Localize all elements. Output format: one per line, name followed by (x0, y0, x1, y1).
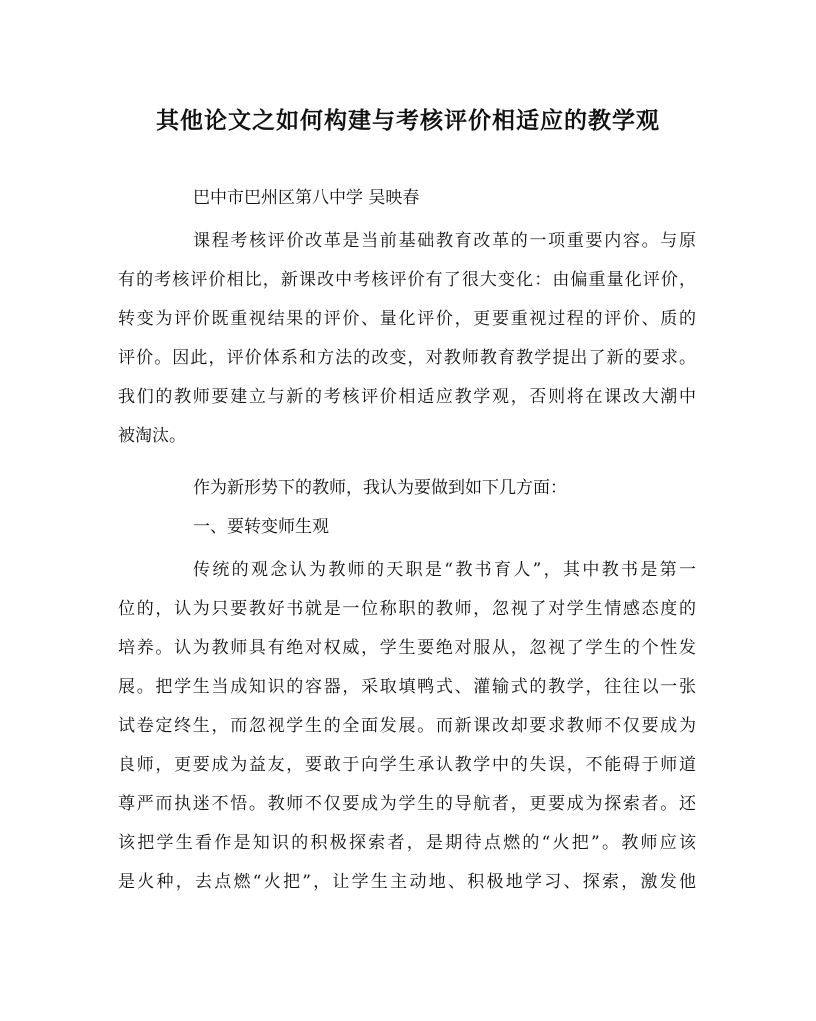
paragraph-line: 作为新形势下的教师，我认为要做到如下几方面： (193, 478, 567, 498)
section-heading: 一、要转变师生观 (193, 517, 329, 537)
paragraph-line: 该把学生看作是知识的积极探索者，是期待点燃的“火把”。教师应该 (118, 833, 696, 853)
paragraph-line: 是火种，去点燃“火把”，让学生主动地、积极地学习、探索，激发他 (118, 872, 696, 892)
paragraph-line: 有的考核评价相比，新课改中考核评价有了很大变化：由偏重量化评价， (118, 270, 696, 290)
author-line: 巴中市巴州区第八中学 吴映春 (193, 188, 420, 208)
paragraph-line: 我们的教师要建立与新的考核评价相适应教学观，否则将在课改大潮中 (118, 387, 696, 407)
paragraph-line: 展。把学生当成知识的容器，采取填鸭式、灌输式的教学，往往以一张 (118, 677, 696, 697)
paragraph-line: 尊严而执迷不悟。教师不仅要成为学生的导航者，更要成为探索者。还 (118, 794, 696, 814)
paragraph-line: 试卷定终生，而忽视学生的全面发展。而新课改却要求教师不仅要成为 (118, 716, 696, 736)
paragraph-line: 位的，认为只要教好书就是一位称职的教师，忽视了对学生情感态度的 (118, 599, 696, 619)
paragraph-line: 培养。认为教师具有绝对权威，学生要绝对服从，忽视了学生的个性发 (118, 638, 696, 658)
paragraph-line: 课程考核评价改革是当前基础教育改革的一项重要内容。与原 (193, 231, 696, 251)
paragraph-line: 评价。因此，评价体系和方法的改变，对教师教育教学提出了新的要求。 (118, 348, 696, 368)
paragraph-line: 良师，更要成为益友，要敢于向学生承认教学中的失误，不能碍于师道 (118, 755, 696, 775)
paragraph-line: 被淘汰。 (118, 426, 186, 446)
paragraph-line: 转变为评价既重视结果的评价、量化评价，更要重视过程的评价、质的 (118, 309, 696, 329)
document-title: 其他论文之如何构建与考核评价相适应的教学观 (156, 107, 660, 134)
paragraph-line: 传统的观念认为教师的天职是“教书育人”，其中教书是第一 (193, 560, 696, 580)
